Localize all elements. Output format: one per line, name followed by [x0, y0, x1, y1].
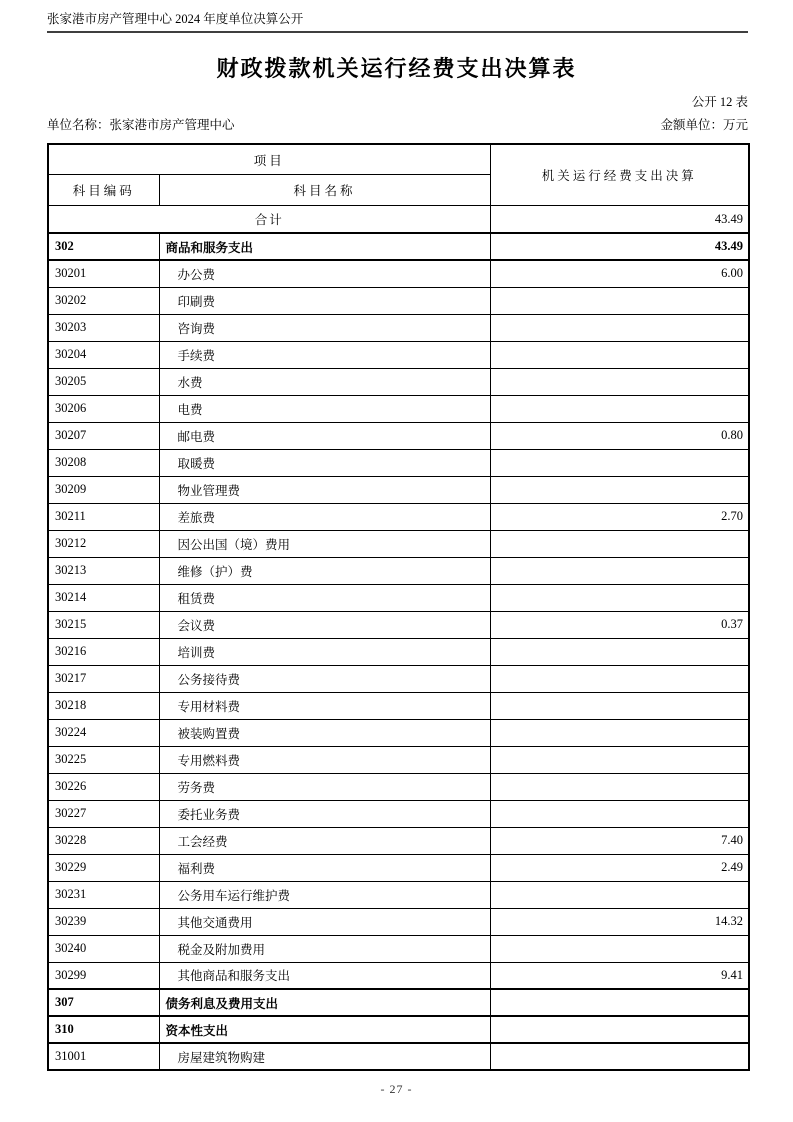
value-cell — [490, 881, 749, 908]
subject-name-cell: 其他商品和服务支出 — [159, 962, 490, 989]
value-cell — [490, 773, 749, 800]
subject-code-cell: 30203 — [48, 314, 159, 341]
subject-name-cell: 债务利息及费用支出 — [159, 989, 490, 1016]
header-subject-code: 科目编码 — [48, 175, 159, 206]
subject-name-cell: 租赁费 — [159, 584, 490, 611]
header-subject-name: 科目名称 — [159, 175, 490, 206]
subject-name-cell: 电费 — [159, 395, 490, 422]
table-header — [48, 144, 749, 206]
subject-name-cell: 专用燃料费 — [159, 746, 490, 773]
table-row — [48, 611, 749, 638]
value-cell: 6.00 — [490, 260, 749, 287]
table-row — [48, 638, 749, 665]
table-row — [48, 368, 749, 395]
value-cell — [490, 530, 749, 557]
table-row — [48, 719, 749, 746]
table-row — [48, 395, 749, 422]
page-number: - 27 - — [380, 1082, 413, 1096]
total-value-cell: 43.49 — [490, 206, 749, 234]
subject-code-cell: 30228 — [48, 827, 159, 854]
table-row — [48, 908, 749, 935]
table-row — [48, 341, 749, 368]
value-cell: 7.40 — [490, 827, 749, 854]
subject-name-cell: 其他交通费用 — [159, 908, 490, 935]
table-row — [48, 476, 749, 503]
table-row — [48, 233, 749, 260]
subject-code-cell: 30229 — [48, 854, 159, 881]
subject-code-cell: 310 — [48, 1016, 159, 1043]
subject-code-cell: 30218 — [48, 692, 159, 719]
subject-name-cell: 因公出国（境）费用 — [159, 530, 490, 557]
value-cell — [490, 989, 749, 1016]
table-body — [48, 206, 749, 1071]
total-row — [48, 206, 749, 234]
subject-name-cell: 会议费 — [159, 611, 490, 638]
table-row — [48, 827, 749, 854]
subject-name-cell: 手续费 — [159, 341, 490, 368]
subject-code-cell: 30215 — [48, 611, 159, 638]
value-cell — [490, 1043, 749, 1070]
subject-code-cell: 30227 — [48, 800, 159, 827]
header-operating-expense: 机关运行经费支出决算 — [490, 144, 749, 206]
value-cell — [490, 1016, 749, 1043]
value-cell: 0.37 — [490, 611, 749, 638]
table-row — [48, 746, 749, 773]
subject-code-cell: 30212 — [48, 530, 159, 557]
subject-code-cell: 30239 — [48, 908, 159, 935]
subject-name-cell: 邮电费 — [159, 422, 490, 449]
subject-name-cell: 办公费 — [159, 260, 490, 287]
subject-name-cell: 专用材料费 — [159, 692, 490, 719]
subject-code-cell: 30231 — [48, 881, 159, 908]
subject-code-cell: 30202 — [48, 287, 159, 314]
subject-code-cell: 30211 — [48, 503, 159, 530]
table-row — [48, 854, 749, 881]
table-row — [48, 422, 749, 449]
subject-code-cell: 30214 — [48, 584, 159, 611]
subject-code-cell: 30208 — [48, 449, 159, 476]
table-number-label: 公开 12 表 — [691, 95, 748, 109]
subject-code-cell: 30213 — [48, 557, 159, 584]
subject-code-cell: 31001 — [48, 1043, 159, 1070]
subject-name-cell: 公务接待费 — [159, 665, 490, 692]
subject-name-cell: 资本性支出 — [159, 1016, 490, 1043]
value-cell — [490, 638, 749, 665]
subject-code-cell: 30226 — [48, 773, 159, 800]
value-cell — [490, 746, 749, 773]
value-cell: 2.49 — [490, 854, 749, 881]
subject-name-cell: 房屋建筑物购建 — [159, 1043, 490, 1070]
table-row — [48, 962, 749, 989]
subject-name-cell: 培训费 — [159, 638, 490, 665]
value-cell: 43.49 — [490, 233, 749, 260]
subject-code-cell: 30217 — [48, 665, 159, 692]
table-row — [48, 692, 749, 719]
table-row — [48, 989, 749, 1016]
value-cell — [490, 584, 749, 611]
subject-name-cell: 商品和服务支出 — [159, 233, 490, 260]
value-cell — [490, 692, 749, 719]
value-cell: 0.80 — [490, 422, 749, 449]
subject-name-cell: 差旅费 — [159, 503, 490, 530]
table-row — [48, 557, 749, 584]
subject-name-cell: 被装购置费 — [159, 719, 490, 746]
subject-name-cell: 劳务费 — [159, 773, 490, 800]
subject-code-cell: 30205 — [48, 368, 159, 395]
total-label-cell: 合计 — [48, 206, 490, 234]
amount-unit-label: 金额单位：万元 — [660, 118, 748, 132]
page-title: 财政拨款机关运行经费支出决算表 — [216, 56, 577, 81]
value-cell: 2.70 — [490, 503, 749, 530]
value-cell — [490, 287, 749, 314]
subject-name-cell: 税金及附加费用 — [159, 935, 490, 962]
unit-name-label: 单位名称：张家港市房产管理中心 — [47, 118, 235, 132]
document-header-text: 张家港市房产管理中心 2024 年度单位决算公开 — [47, 12, 748, 33]
value-cell — [490, 368, 749, 395]
subject-code-cell: 30240 — [48, 935, 159, 962]
value-cell — [490, 449, 749, 476]
expense-table — [47, 143, 750, 1071]
subject-name-cell: 委托业务费 — [159, 800, 490, 827]
value-cell — [490, 395, 749, 422]
header-project: 项目 — [48, 144, 490, 175]
value-cell: 14.32 — [490, 908, 749, 935]
table-row — [48, 665, 749, 692]
value-cell — [490, 800, 749, 827]
table-row — [48, 530, 749, 557]
subject-name-cell: 福利费 — [159, 854, 490, 881]
meta-row — [47, 115, 748, 133]
subject-name-cell: 物业管理费 — [159, 476, 490, 503]
value-cell — [490, 665, 749, 692]
subject-name-cell: 印刷费 — [159, 287, 490, 314]
subject-name-cell: 水费 — [159, 368, 490, 395]
table-row — [48, 449, 749, 476]
table-row — [48, 881, 749, 908]
table-row — [48, 260, 749, 287]
subject-name-cell: 工会经费 — [159, 827, 490, 854]
value-cell — [490, 341, 749, 368]
subject-code-cell: 30201 — [48, 260, 159, 287]
subject-name-cell: 公务用车运行维护费 — [159, 881, 490, 908]
subject-code-cell: 302 — [48, 233, 159, 260]
value-cell: 9.41 — [490, 962, 749, 989]
subject-code-cell: 30299 — [48, 962, 159, 989]
table-row — [48, 935, 749, 962]
subject-code-cell: 30216 — [48, 638, 159, 665]
value-cell — [490, 314, 749, 341]
value-cell — [490, 935, 749, 962]
table-row — [48, 287, 749, 314]
subject-name-cell: 维修（护）费 — [159, 557, 490, 584]
subject-code-cell: 30206 — [48, 395, 159, 422]
subject-code-cell: 30224 — [48, 719, 159, 746]
subject-name-cell: 取暖费 — [159, 449, 490, 476]
table-row — [48, 503, 749, 530]
table-row — [48, 1043, 749, 1070]
subject-code-cell: 30209 — [48, 476, 159, 503]
subject-code-cell: 30204 — [48, 341, 159, 368]
table-row — [48, 314, 749, 341]
subject-code-cell: 307 — [48, 989, 159, 1016]
value-cell — [490, 719, 749, 746]
table-row — [48, 800, 749, 827]
value-cell — [490, 476, 749, 503]
subject-code-cell: 30225 — [48, 746, 159, 773]
table-row — [48, 773, 749, 800]
table-row — [48, 584, 749, 611]
value-cell — [490, 557, 749, 584]
subject-name-cell: 咨询费 — [159, 314, 490, 341]
table-row — [48, 1016, 749, 1043]
subject-code-cell: 30207 — [48, 422, 159, 449]
